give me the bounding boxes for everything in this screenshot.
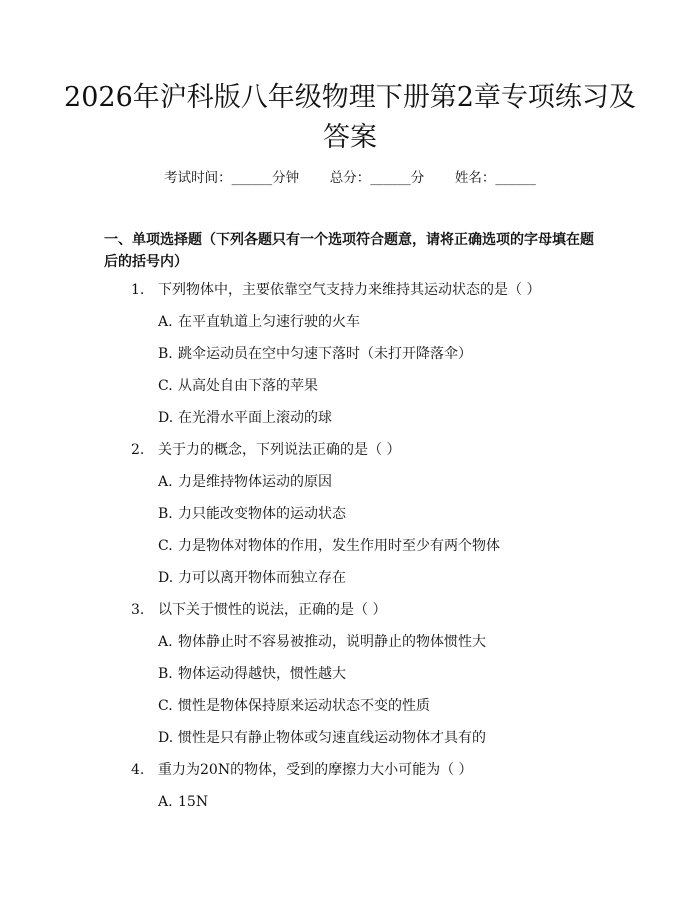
question-1-option-b: [158, 344, 472, 364]
option-letter: D.: [158, 730, 174, 746]
option-text: 力是物体对物体的作用，发生作用时至少有两个物体: [178, 538, 500, 554]
option-text: 力只能改变物体的运动状态: [178, 506, 346, 522]
question-3-option-d: [158, 728, 486, 748]
option-text: 惯性是物体保持原来运动状态不变的性质: [178, 698, 430, 714]
question-text: 关于力的概念，下列说法正确的是（ ）: [158, 442, 401, 458]
exam-time-label: 考试时间：______分钟: [164, 170, 300, 186]
option-letter: B.: [158, 666, 173, 682]
question-3-option-b: [158, 664, 346, 684]
section-heading: 一、单项选择题（下列各题只有一个选项符合题意，请将正确选项的字母填在题后的括号内）: [104, 232, 594, 270]
student-name-label: 姓名：______: [454, 170, 536, 186]
question-text: 重力为20N的物体，受到的摩擦力大小可能为（ ）: [158, 762, 473, 778]
question-1: [131, 280, 540, 300]
question-number: 2.: [131, 442, 145, 458]
option-letter: D.: [158, 410, 174, 426]
option-text: 跳伞运动员在空中匀速下落时（未打开降落伞）: [178, 346, 472, 362]
question-2-option-d: [158, 568, 346, 588]
document-title: 2026年沪科版八年级物理下册第2章专项练习及答案: [64, 82, 636, 153]
question-4-option-a: [158, 792, 208, 812]
question-2-option-a: [158, 472, 332, 492]
option-text: 力是维持物体运动的原因: [178, 474, 332, 490]
question-1-option-d: [158, 408, 332, 428]
option-text: 力可以离开物体而独立存在: [178, 570, 346, 586]
question-2-option-c: [158, 536, 500, 556]
question-1-option-a: [158, 312, 360, 332]
option-letter: B.: [158, 506, 173, 522]
question-4: [131, 760, 473, 780]
option-letter: D.: [158, 570, 174, 586]
question-number: 4.: [131, 762, 145, 778]
option-letter: A.: [158, 634, 173, 650]
exam-meta: [0, 168, 700, 188]
question-3-option-c: [158, 696, 430, 716]
option-text: 在平直轨道上匀速行驶的火车: [178, 314, 360, 330]
question-1-option-c: [158, 376, 318, 396]
question-2-option-b: [158, 504, 346, 524]
question-text: 下列物体中，主要依靠空气支持力来维持其运动状态的是（ ）: [158, 282, 541, 298]
question-2: [131, 440, 400, 460]
option-text: 15N: [178, 794, 209, 810]
option-letter: C.: [158, 378, 173, 394]
option-letter: A.: [158, 794, 173, 810]
question-3-option-a: [158, 632, 486, 652]
option-letter: A.: [158, 314, 173, 330]
option-text: 物体运动得越快，惯性越大: [178, 666, 346, 682]
option-letter: C.: [158, 698, 173, 714]
total-score-label: 总分：______分: [329, 170, 425, 186]
option-letter: B.: [158, 346, 173, 362]
question-text: 以下关于惯性的说法，正确的是（ ）: [158, 602, 387, 618]
question-number: 3.: [131, 602, 145, 618]
question-number: 1.: [131, 282, 145, 298]
option-text: 在光滑水平面上滚动的球: [178, 410, 332, 426]
option-text: 惯性是只有静止物体或匀速直线运动物体才具有的: [178, 730, 486, 746]
option-letter: C.: [158, 538, 173, 554]
option-letter: A.: [158, 474, 173, 490]
option-text: 从高处自由下落的苹果: [178, 378, 318, 394]
question-3: [131, 600, 386, 620]
option-text: 物体静止时不容易被推动，说明静止的物体惯性大: [178, 634, 486, 650]
